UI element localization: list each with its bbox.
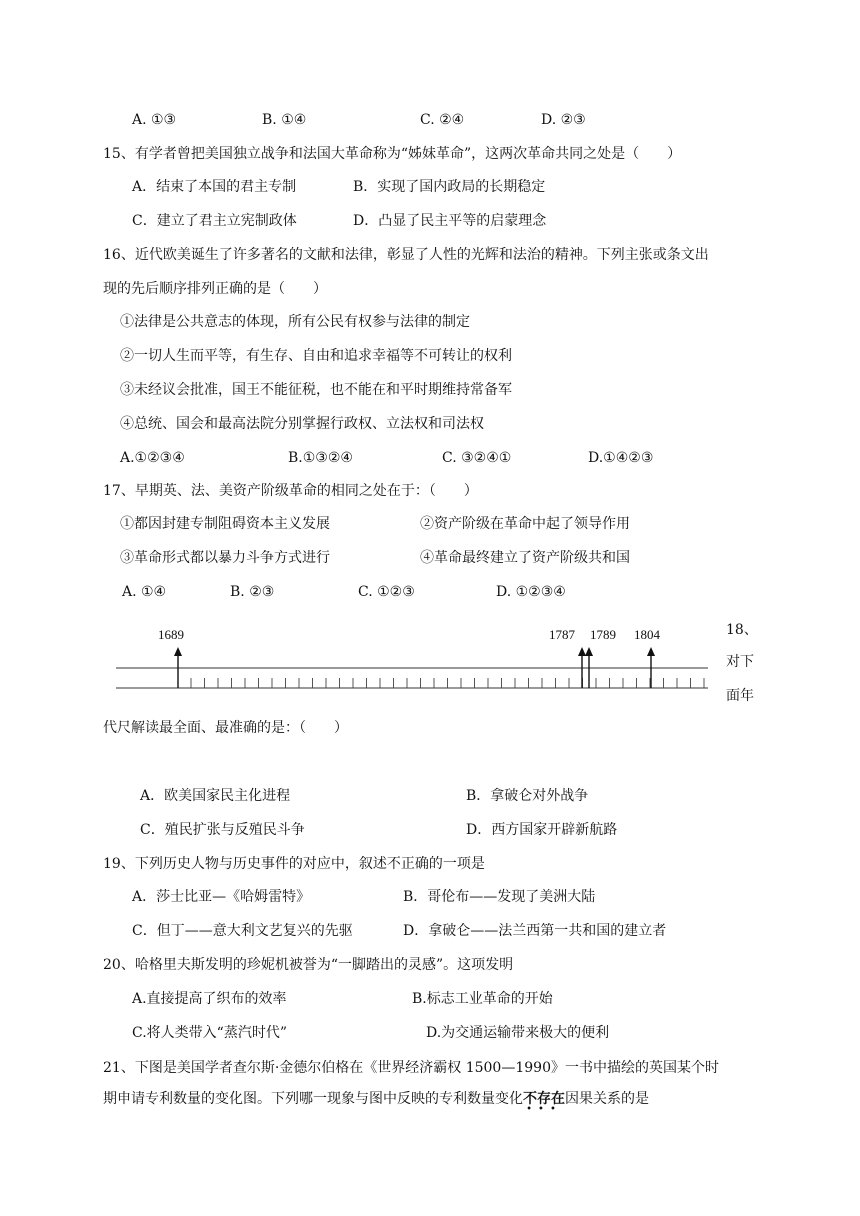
q14-option-c: C. ②④ [420, 112, 465, 128]
timeline-marker-1789 [585, 627, 616, 688]
q16-option-c: C. ③②④① [442, 450, 512, 466]
q16-option-b: B.①③②④ [288, 450, 353, 466]
q16-item-1: ①法律是公共意志的体现，所有公民有权参与法律的制定 [120, 314, 470, 330]
q18-stem: 代尺解读最全面、最准确的是：（ ） [103, 720, 348, 736]
timeline-marker-1787 [549, 627, 586, 688]
q18-option-c: C．殖民扩张与反殖民斗争 [140, 822, 305, 838]
q19-stem: 19、下列历史人物与历史事件的对应中，叙述不正确的一项是 [103, 856, 485, 872]
timeline-marker-1689 [158, 627, 184, 688]
q21-stem-line1: 21、下图是美国学者查尔斯·金德尔伯格在《世界经济霸权 1500—1990》一书中描绘的英国某个时 [103, 1060, 719, 1076]
q16-option-d: D.①④②③ [588, 450, 654, 466]
q16-option-a: A.①②③④ [120, 450, 185, 466]
emphasis-dots: ••• [526, 1104, 562, 1115]
q16-item-3: ③未经议会批准，国王不能征税，也不能在和平时期维持常备军 [120, 382, 512, 398]
q17-option-b: B. ②③ [230, 584, 275, 600]
q16-stem-line2: 现的先后顺序排列正确的是（ ） [103, 281, 327, 297]
q15-option-c: C．建立了君主立宪制政体 [132, 213, 297, 229]
q19-option-b: B．哥伦布——发现了美洲大陆 [403, 889, 596, 905]
q18-option-b: B．拿破仑对外战争 [466, 788, 589, 804]
q17-option-d: D. ①②③④ [496, 584, 566, 600]
q17-option-c: C. ①②③ [358, 584, 415, 600]
timeline-year-1789: 1789 [590, 627, 616, 642]
q18-side-text-1: 18、 [726, 622, 758, 638]
q19-option-a: A．莎士比亚—《哈姆雷特》 [132, 889, 311, 905]
q16-item-4: ④总统、国会和最高法院分别掌握行政权、立法权和司法权 [120, 416, 484, 432]
q21-emphasis-word [523, 1091, 565, 1115]
q21-line2-pre: 期申请专利数量的变化图。下列哪一现象与图中反映的专利数量变化 [103, 1091, 523, 1107]
q21-stem-line2 [103, 1089, 649, 1115]
q17-item-2: ②资产阶级在革命中起了领导作用 [420, 516, 630, 532]
q20-option-b: B.标志工业革命的开始 [412, 991, 553, 1007]
q19-option-c: C．但丁——意大利文艺复兴的先驱 [132, 923, 353, 939]
q14-option-a: A. ①③ [132, 112, 177, 128]
q18-side-text-3: 面年 [726, 688, 754, 704]
q17-stem: 17、早期英、法、美资产阶级革命的相同之处在于：（ ） [103, 483, 478, 499]
timeline-ticks [191, 678, 704, 688]
q15-stem: 15、有学者曾把美国独立战争和法国大革命称为“姊妹革命”，这两次革命共同之处是（ ） [103, 146, 682, 162]
q16-stem-line1: 16、近代欧美诞生了许多著名的文献和法律，彰显了人性的光辉和法治的精神。下列主张或条文出 [103, 247, 709, 263]
q21-line2-post: 因果关系的是 [565, 1091, 649, 1107]
q15-option-b: B．实现了国内政局的长期稳定 [353, 179, 546, 195]
q20-option-d: D.为交通运输带来极大的便利 [426, 1025, 610, 1041]
q14-option-b: B. ①④ [262, 112, 307, 128]
q17-item-3: ③革命形式都以暴力斗争方式进行 [120, 550, 330, 566]
q20-option-a: A.直接提高了织布的效率 [132, 991, 287, 1007]
timeline-marker-1804 [634, 627, 661, 688]
q15-option-a: A．结束了本国的君主专制 [132, 179, 297, 195]
timeline-figure [110, 618, 710, 698]
q17-option-a: A. ①④ [122, 584, 167, 600]
q17-item-1: ①都因封建专制阻碍资本主义发展 [120, 516, 330, 532]
timeline-year-1689: 1689 [158, 627, 184, 642]
q20-stem: 20、哈格里夫斯发明的珍妮机被誉为“一脚踏出的灵感”。这项发明 [103, 957, 514, 973]
q18-option-d: D．西方国家开辟新航路 [466, 822, 618, 838]
q20-option-c: C.将人类带入“蒸汽时代” [132, 1025, 287, 1041]
q14-option-d: D. ②③ [541, 112, 586, 128]
q16-item-2: ②一切人生而平等，有生存、自由和追求幸福等不可转让的权利 [120, 348, 512, 364]
q17-item-4: ④革命最终建立了资产阶级共和国 [420, 550, 630, 566]
q19-option-d: D．拿破仑——法兰西第一共和国的建立者 [403, 923, 667, 939]
q15-option-d: D．凸显了民主平等的启蒙理念 [353, 213, 547, 229]
timeline-year-1787: 1787 [549, 627, 575, 642]
q18-side-text-2: 对下 [726, 654, 754, 670]
q18-option-a: A．欧美国家民主化进程 [140, 788, 291, 804]
q21-emphasis-text: 不存在 [523, 1091, 565, 1107]
timeline-year-1804: 1804 [634, 627, 660, 642]
